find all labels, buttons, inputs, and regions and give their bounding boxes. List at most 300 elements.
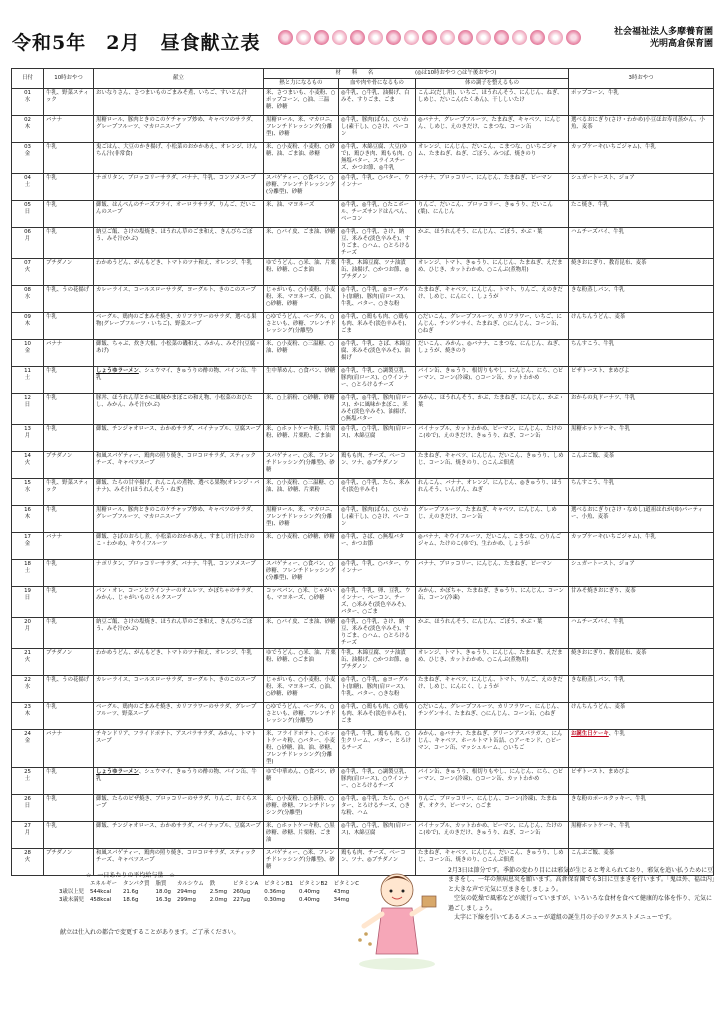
flower-icon xyxy=(332,30,347,45)
heat-cell: 米、○パイ皮、ごま油、砂糖 xyxy=(264,228,339,259)
am-snack-cell: 牛乳 xyxy=(44,618,94,649)
table-row xyxy=(12,174,714,201)
flower-icon xyxy=(422,30,437,45)
date-number: 20 xyxy=(24,619,31,625)
nutrition-cell: 299mg xyxy=(176,897,196,903)
date-cell xyxy=(12,367,44,394)
blood-cell: ◎牛乳、牛乳、○バター、ウインナー xyxy=(339,560,416,587)
nutrition-cell: 43mg xyxy=(333,889,350,895)
nutrition-header-cell: カルシウム xyxy=(176,881,204,887)
day-of-week: 日 xyxy=(24,402,31,408)
heat-cell: ○ゆでうどん、ベーグル、○さといも、砂糖、フレンチドレッシング(分離型) xyxy=(264,703,339,730)
am-snack-cell: 牛乳 xyxy=(44,425,94,452)
nutrition-cell: 260μg xyxy=(233,889,251,895)
flower-icon xyxy=(404,30,419,45)
menu-cell: チキンドリア、フライドポテト、アスパラサラダ、みかん、トマトスープ xyxy=(94,730,264,768)
setsubun-illustration-icon xyxy=(352,864,442,972)
am-snack-cell: 牛乳 xyxy=(44,201,94,228)
heat-cell: 米、○ホットケーキ粉、片栗粉、砂糖、片栗粉、ごま油 xyxy=(264,425,339,452)
pm-snack-cell: ちんすこう、牛乳 xyxy=(569,479,714,506)
date-number: 07 xyxy=(24,260,31,266)
table-row xyxy=(12,560,714,587)
table-row xyxy=(12,618,714,649)
date-number: 17 xyxy=(24,534,31,540)
menu-cell: 和風スパゲティー、鶏肉の照り焼き、コロコロサラダ、スティックチーズ、キャベツスープ xyxy=(94,849,264,876)
body-cell: バナナ、ブロッコリー、にんじん、たまねぎ、ピーマン xyxy=(416,560,569,587)
change-notice: 献立は仕入れの都合で変更することがあります。ご了承ください。 xyxy=(60,929,240,936)
am-snack-cell: 牛乳、うの花揚げ xyxy=(44,676,94,703)
nutrition-row xyxy=(56,896,362,904)
pm-snack-cell: 焼きおにぎり、教育昆布、麦茶 xyxy=(569,649,714,676)
am-snack-cell: 牛乳 xyxy=(44,228,94,259)
blood-cell: ◎牛乳、◎牛乳、○たこボール、チーズサンドはんぺん、ベーコン xyxy=(339,201,416,228)
date-cell xyxy=(12,587,44,618)
menu-cell: ナポリタン、ブロッコリーサラダ、バナナ、牛乳、コンソメスープ xyxy=(94,174,264,201)
menu-cell: ベーグル、鶏肉のごまみそ焼き、カリフラワーのサラダ、選べる果物(グレープフルーツ・いちご)、野菜スープ xyxy=(94,313,264,340)
am-snack-cell: バナナ xyxy=(44,340,94,367)
menu-cell: 納豆ご飯、さけの塩焼き、ほうれん草のごま和え、きんぴらごぼう、みそ汁(かぶ) xyxy=(94,618,264,649)
day-of-week: 土 xyxy=(24,375,31,381)
body-cell: みかん、かぼちゃ、たまねぎ、きゅうり、にんじん、コーン缶、コーン(冷凍) xyxy=(416,587,569,618)
table-row xyxy=(12,452,714,479)
day-of-week: 日 xyxy=(24,803,31,809)
body-cell: みかん、◎バナナ、たまねぎ、グリーンアスパラガス、にんじん、キャベツ、ホールトマト缶詰、○アーモンド、○ピーマン、コーン缶、マッシュルーム、○いちご xyxy=(416,730,569,768)
flower-icon xyxy=(548,30,563,45)
date-number: 09 xyxy=(24,314,31,320)
body-cell: パイナップル、カットわかめ、ピーマン、にんじん、たけのこ(ゆで)、えのきだけ、きゅうり、ねぎ、コーン缶 xyxy=(416,425,569,452)
date-number: 26 xyxy=(24,796,31,802)
nutrition-cell: 18.0g xyxy=(155,889,171,895)
day-of-week: 月 xyxy=(24,433,31,439)
menu-table xyxy=(11,68,714,876)
table-row xyxy=(12,795,714,822)
heat-cell: 黒糖ロール、米、マカロニ、フレンチドレッシング(分離型)、砂糖 xyxy=(264,116,339,143)
flower-icon xyxy=(368,30,383,45)
blood-cell: 鶏もも肉、チーズ、ベーコン、ツナ、◎プチダノン xyxy=(339,849,416,876)
heat-cell: ゆでうどん、○米、油、片栗粉、砂糖、○ごま油 xyxy=(264,649,339,676)
blood-cell: 牛乳、木綿豆腐、ツナ油漬缶、油揚げ、○かつお節、◎プチダノン xyxy=(339,649,416,676)
col-date: 日付 xyxy=(12,69,44,89)
menu-cell: 黒糖ロール、豚肉ときのこのケチャップ炒め、キャベツのサラダ、グレープフルーツ、マカロニスープ xyxy=(94,116,264,143)
table-row xyxy=(12,730,714,768)
date-number: 08 xyxy=(24,287,31,293)
day-of-week: 月 xyxy=(24,830,31,836)
menu-rows xyxy=(12,89,714,876)
nutrition-cell: 2.0mg xyxy=(209,897,227,903)
date-cell xyxy=(12,425,44,452)
pm-snack-cell: 焼きおにぎり、教育昆布、麦茶 xyxy=(569,259,714,286)
date-number: 14 xyxy=(24,453,31,459)
col-heat: 熱と力になるもの xyxy=(264,79,339,89)
blood-cell: ◎牛乳、◎牛乳、たら、○バター、とろけるチーズ、○きな粉、ハム xyxy=(339,795,416,822)
nutrition-cell: 18.6g xyxy=(122,897,139,903)
heat-cell: 米、○ホットケーキ粉、○黒砂糖、砂糖、片栗粉、ごま油 xyxy=(264,822,339,849)
table-row xyxy=(12,340,714,367)
col-pm-snack: 3時おやつ xyxy=(569,69,714,89)
message-block xyxy=(448,866,716,922)
flower-icon xyxy=(530,30,545,45)
menu-cell: おいなりさん、さつまいものごまみそ煮、いちご、すいとん汁 xyxy=(94,89,264,116)
date-number: 19 xyxy=(24,588,31,594)
day-of-week: 日 xyxy=(24,209,31,215)
date-number: 27 xyxy=(24,823,31,829)
heat-cell: 米、○小麦粉、小麦粉、○砂糖、油、ごま油、砂糖 xyxy=(264,143,339,174)
page-header xyxy=(0,0,723,68)
body-cell: ◎バナナ、グレープフルーツ、たまねぎ、キャベツ、にんじん、しめじ、えのきだけ、こまつな、コーン缶 xyxy=(416,116,569,143)
nutrition-header-cell xyxy=(56,880,87,888)
materials-note: (◎は10時おやつ ○は午後おやつ) xyxy=(415,70,497,76)
table-row xyxy=(12,587,714,618)
blood-cell: ◎牛乳、牛乳、さば、木綿豆腐、米みそ(淡色辛みそ)、油揚げ xyxy=(339,340,416,367)
date-number: 11 xyxy=(24,368,31,374)
pm-snack-cell: ハムチーズパイ、牛乳 xyxy=(569,228,714,259)
pm-snack-cell: きな粉のポールクッキー、牛乳 xyxy=(569,795,714,822)
date-number: 02 xyxy=(24,117,31,123)
heat-cell: 米、○上新粉、○砂糖、砂糖 xyxy=(264,394,339,425)
menu-cell: 御飯、たらの甘辛揚げ、れんこんの煮物、選べる果物(オレンジ・バナナ)、みそ汁(ほうれんそう・ねぎ) xyxy=(94,479,264,506)
table-row xyxy=(12,506,714,533)
heat-cell: 米、油、マヨネーズ xyxy=(264,201,339,228)
menu-cell: しょうゆラーメン、シュウマイ、きゅうりの酢の物、パイン缶、牛乳 xyxy=(94,768,264,795)
body-cell: オレンジ、トマト、きゅうり、にんじん、たまねぎ、えだまめ、ひじき、カットわかめ、○こんぶ(煮物用) xyxy=(416,259,569,286)
flower-icon xyxy=(476,30,491,45)
body-cell: れんこん、バナナ、オレンジ、にんじん、◎きゅうり、ほうれんそう、いんげん、ねぎ xyxy=(416,479,569,506)
blood-cell: ◎牛乳、さば、○無塩バター、かつお節 xyxy=(339,533,416,560)
blood-cell: ◎牛乳、牛乳、○バター、ウインナー xyxy=(339,174,416,201)
heat-cell: 米、○小麦粉、○上新粉、○砂糖、砂糖、フレンチドレッシング(分離型) xyxy=(264,795,339,822)
message-health: 空気の乾燥で風邪などが流行っていますが、いろいろな食材を食べて健康的な体を作り、元気に過ごしましょう。 xyxy=(448,895,713,912)
am-snack-cell: 牛乳、野菜スティック xyxy=(44,479,94,506)
am-snack-cell: 牛乳 xyxy=(44,822,94,849)
date-number: 24 xyxy=(24,731,31,737)
day-of-week: 水 xyxy=(24,294,31,300)
pm-snack-cell: シュガートースト、ジョア xyxy=(569,174,714,201)
menu-cell: わかめうどん、がんもどき、トマトのツナ和え、オレンジ、牛乳 xyxy=(94,649,264,676)
day-of-week: 木 xyxy=(24,711,31,717)
nutrition-header-cell: 鉄 xyxy=(209,881,216,887)
menu-cell: 御飯、さばのおろし煮、小松菜のおかかあえ、すましけ汁(たけのこ・わかめ)、キウイフルーツ xyxy=(94,533,264,560)
day-of-week: 水 xyxy=(24,487,31,493)
blood-cell: ◎牛乳、牛乳、○調製豆乳、豚肉(肩ロース)、○ウインナー、○とろけるチーズ xyxy=(339,367,416,394)
date-cell xyxy=(12,479,44,506)
am-snack-cell: プチダノン xyxy=(44,452,94,479)
day-of-week: 土 xyxy=(24,776,31,782)
day-of-week: 木 xyxy=(24,321,31,327)
blood-cell: 鶏もも肉、チーズ、ベーコン、ツナ、◎プチダノン xyxy=(339,452,416,479)
heat-cell: 米、フライドポテト、○ホットケーキ粉、○バター、小麦粉、○砂糖、油、油、砂糖、フレンチドレッシング(分離型) xyxy=(264,730,339,768)
menu-cell: 御飯、たらのピザ焼き、ブロッコリーのサラダ、りんご、おくらスープ xyxy=(94,795,264,822)
heat-cell: ○ゆでうどん、ベーグル、○さといも、砂糖、フレンチドレッシング(分離型) xyxy=(264,313,339,340)
nutrition-row xyxy=(56,888,362,896)
pm-snack-cell: 甘みそ焼きおにぎり、麦茶 xyxy=(569,587,714,618)
nutrition-cell: 0.40mg xyxy=(298,889,320,895)
col-menu: 献立 xyxy=(94,69,264,89)
date-cell xyxy=(12,394,44,425)
heat-cell: 米、○小麦粉、○三温糖、○油、油、砂糖、片栗粉 xyxy=(264,479,339,506)
day-of-week: 火 xyxy=(24,657,31,663)
blood-cell: ◎牛乳、○牛乳、さけ、納豆、米みそ(淡色辛みそ)、すりごま、○ハム、○とろけるチーズ xyxy=(339,618,416,649)
am-snack-cell: 牛乳 xyxy=(44,367,94,394)
flower-icon xyxy=(350,30,365,45)
body-cell: パイン缶、きゅうり、根切りもやし、にんじん、にら、○ピーマン、コーン(冷凍)、○コーン缶、カットわかめ xyxy=(416,367,569,394)
am-snack-cell: 牛乳 xyxy=(44,313,94,340)
flower-decoration xyxy=(278,30,581,45)
day-of-week: 木 xyxy=(24,124,31,130)
date-cell xyxy=(12,649,44,676)
blood-cell: ◎牛乳、○牛乳、◎ヨーグルト(加糖)、豚肉(肩ロース)、牛乳、バター、○きな粉 xyxy=(339,286,416,313)
pm-snack-cell: ピザトースト、まめびよ xyxy=(569,768,714,795)
heat-cell: ゆでうどん、○米、油、片栗粉、砂糖、○ごま油 xyxy=(264,259,339,286)
pm-snack-cell: 選べるおにぎり(さけ・なめし)道祖はれが(ゆ)パーティー、小魚、麦茶 xyxy=(569,506,714,533)
menu-cell: カレーライス、コールスローサラダ、ヨーグルト、きのこのスープ xyxy=(94,676,264,703)
table-row xyxy=(12,367,714,394)
menu-cell: ナポリタン、ブロッコリーサラダ、バナナ、牛乳、コンソメスープ xyxy=(94,560,264,587)
blood-cell: ◎牛乳、○牛乳、◎ヨーグルト(加糖)、豚肉(肩ロース)、牛乳、バター、○きな粉 xyxy=(339,676,416,703)
table-row xyxy=(12,822,714,849)
date-number: 28 xyxy=(24,850,31,856)
date-cell xyxy=(12,89,44,116)
date-number: 21 xyxy=(24,650,31,656)
nutrition-cell: 0.30mg xyxy=(264,897,285,903)
blood-cell: ◎牛乳、○牛乳、豚肉(肩ロース)、木綿豆腐 xyxy=(339,822,416,849)
body-cell: パイナップル、カットわかめ、ピーマン、にんじん、たけのこ(ゆで)、えのきだけ、きゅうり、ねぎ、コーン缶 xyxy=(416,822,569,849)
nutrition-cell: 0.36mg xyxy=(264,889,285,895)
pm-snack-cell: けんちんうどん、麦茶 xyxy=(569,313,714,340)
pm-snack-cell: ポップコーン、牛乳 xyxy=(569,89,714,116)
body-cell: たまねぎ、キャベツ、にんじん、だいこん、きゅうり、しめじ、コーン缶、焼きのり、○こんぶ佃煮 xyxy=(416,452,569,479)
menu-cell: ベーグル、鶏肉のごまみそ焼き、カリフラワーのサラダ、グレープフルーツ、野菜スープ xyxy=(94,703,264,730)
date-cell xyxy=(12,201,44,228)
pm-snack-cell: お誕生日ケーキ、牛乳 xyxy=(569,730,714,768)
table-row xyxy=(12,676,714,703)
date-number: 12 xyxy=(24,395,31,401)
body-cell: ○だいこん、グレープフルーツ、カリフラワー、にんじん、チンゲンサイ、たまねぎ、○にんじん、コーン缶、○ねぎ xyxy=(416,703,569,730)
flower-icon xyxy=(494,30,509,45)
nutrition-cell: 21.6g xyxy=(122,889,139,895)
org-line-1: 社会福祉法人多摩養育園 xyxy=(613,27,713,37)
date-number: 10 xyxy=(24,341,31,347)
heat-cell: スパゲティー、○米、フレンチドレッシング(分離型)、砂糖 xyxy=(264,452,339,479)
blood-cell: ◎牛乳、豚肉(ばら)、○いわし(素干し)、○さけ、ベーコン xyxy=(339,116,416,143)
heat-cell: 黒糖ロール、米、マカロニ、フレンチドレッシング(分離型)、砂糖 xyxy=(264,506,339,533)
nutrition-header xyxy=(56,880,362,888)
am-snack-cell: バナナ xyxy=(44,116,94,143)
table-row xyxy=(12,228,714,259)
day-of-week: 金 xyxy=(24,348,31,354)
am-snack-cell: 牛乳 xyxy=(44,587,94,618)
blood-cell: ◎牛乳、豚肉(ばら)、○いわし(素干し)、○さけ、ベーコン xyxy=(339,506,416,533)
nutrition-cell: 294mg xyxy=(176,889,196,895)
materials-label: 材 料 名 xyxy=(335,70,374,76)
date-cell xyxy=(12,259,44,286)
body-cell: かぶ、ほうれんそう、にんじん、ごぼう、かぶ・葉 xyxy=(416,228,569,259)
pm-snack-cell: 黒糖ホットケーキ、牛乳 xyxy=(569,822,714,849)
date-number: 18 xyxy=(24,561,31,567)
body-cell: たまねぎ、キャベツ、にんじん、だいこん、きゅうり、しめじ、コーン缶、焼きのり、○こんぶ佃煮 xyxy=(416,849,569,876)
nutrition-cell: 227μg xyxy=(233,897,251,903)
organization-name xyxy=(614,26,713,50)
day-of-week: 水 xyxy=(24,97,31,103)
body-cell: ◎バナナ、キウイフルーツ、だいこん、こまつな、○りんごジャム、たけのこ(ゆで)、生わかめ、しょうが xyxy=(416,533,569,560)
pm-snack-cell: カップケーキ(いちごジャム)、牛乳 xyxy=(569,533,714,560)
am-snack-cell: プチダノン xyxy=(44,849,94,876)
pm-snack-cell: こんぶご飯、麦茶 xyxy=(569,849,714,876)
nutrition-header-cell: タンパク質 xyxy=(122,881,150,887)
flower-icon xyxy=(314,30,329,45)
date-cell xyxy=(12,286,44,313)
date-cell xyxy=(12,533,44,560)
pm-snack-cell: きな粉蒸しパン、牛乳 xyxy=(569,286,714,313)
blood-cell: ◎牛乳、○鶏もも肉、○鶏もも肉、米みそ(淡色辛みそ)、ごま xyxy=(339,703,416,730)
am-snack-cell: 牛乳 xyxy=(44,143,94,174)
blood-cell: ◎牛乳、牛乳、卵、豆乳、ウインナー、ベーコン、チーズ、○米みそ(淡色辛みそ)、バター、○ごま xyxy=(339,587,416,618)
date-cell xyxy=(12,795,44,822)
date-cell xyxy=(12,143,44,174)
day-of-week: 月 xyxy=(24,236,31,242)
day-of-week: 火 xyxy=(24,857,31,863)
col-body: 体の調子を整えるもの xyxy=(416,79,569,89)
am-snack-cell: バナナ xyxy=(44,533,94,560)
day-of-week: 金 xyxy=(24,151,31,157)
date-number: 05 xyxy=(24,202,31,208)
day-of-week: 土 xyxy=(24,568,31,574)
date-number: 22 xyxy=(24,677,31,683)
date-cell xyxy=(12,703,44,730)
blood-cell: ◎牛乳、○牛乳、さけ、納豆、米みそ(淡色辛みそ)、すりごま、○ハム、○とろけるチーズ xyxy=(339,228,416,259)
flower-icon xyxy=(512,30,527,45)
heat-cell: ゆで中華めん、○食パン、砂糖 xyxy=(264,768,339,795)
pm-snack-cell: ハムチーズパイ、牛乳 xyxy=(569,618,714,649)
day-of-week: 火 xyxy=(24,460,31,466)
org-line-2: 光明高倉保育園 xyxy=(649,39,713,49)
table-row xyxy=(12,89,714,116)
table-row xyxy=(12,394,714,425)
heat-cell: じゃがいも、○小麦粉、小麦粉、米、マヨネーズ、○油、○砂糖、砂糖 xyxy=(264,286,339,313)
date-cell xyxy=(12,313,44,340)
am-snack-cell: プチダノン xyxy=(44,649,94,676)
blood-cell: ◎牛乳、○牛乳、たら、米みそ(淡色辛みそ) xyxy=(339,479,416,506)
nutrition-header-cell: ビタミンB1 xyxy=(264,881,293,887)
blood-cell: ◎牛乳、◎牛乳、豚肉(肩ロース)、かに風味かまぼこ、米みそ(淡色辛みそ)、油揚げ、○無塩バター xyxy=(339,394,416,425)
table-row xyxy=(12,425,714,452)
pm-snack-cell: おからの丸ドーナツ、牛乳 xyxy=(569,394,714,425)
nutrition-cell: 3歳以上児 xyxy=(59,889,84,895)
body-cell: かぶ、ほうれんそう、にんじん、ごぼう、かぶ・葉 xyxy=(416,618,569,649)
nutrition-header-cell: エネルギー xyxy=(90,881,117,887)
nutrition-header-cell: ビタミンC xyxy=(333,881,359,887)
blood-cell: ◎牛乳、○牛乳、豚肉(肩ロース)、木綿豆腐 xyxy=(339,425,416,452)
date-number: 03 xyxy=(24,144,31,150)
date-number: 16 xyxy=(24,507,31,513)
date-cell xyxy=(12,116,44,143)
date-number: 01 xyxy=(24,90,31,96)
am-snack-cell: 牛乳 xyxy=(44,560,94,587)
col-materials xyxy=(264,69,569,79)
pm-snack-cell: ちんすこう、牛乳 xyxy=(569,340,714,367)
am-snack-cell: 牛乳 xyxy=(44,506,94,533)
flower-icon xyxy=(458,30,473,45)
flower-icon xyxy=(296,30,311,45)
body-cell: パイン缶、きゅうり、根切りもやし、にんじん、にら、○ピーマン、コーン(冷凍)、○コーン缶、カットわかめ xyxy=(416,768,569,795)
col-blood: 血や肉や骨になるもの xyxy=(339,79,416,89)
nutrition-cell: 2.5mg xyxy=(209,889,227,895)
table-row xyxy=(12,768,714,795)
blood-cell: ◎牛乳、牛乳、鶏もも肉、○生クリーム、バター、とろけるチーズ xyxy=(339,730,416,768)
menu-cell: 御飯、ちゃぶ、炊き大根、小松菜の磯和え、みかん、みそ汁(豆腐・あげ) xyxy=(94,340,264,367)
nutrition-header-cell: 脂質 xyxy=(155,881,167,887)
date-cell xyxy=(12,822,44,849)
date-cell xyxy=(12,676,44,703)
menu-cell: カレーライス、コールスローサラダ、ヨーグルト、きのこのスープ xyxy=(94,286,264,313)
menu-cell: 和風スパゲティー、鶏肉の照り焼き、コロコロサラダ、スティックチーズ、キャベツスープ xyxy=(94,452,264,479)
menu-cell: 納豆ご飯、さけの塩焼き、ほうれん草のごま和え、きんぴらごぼう、みそ汁(かぶ) xyxy=(94,228,264,259)
table-row xyxy=(12,703,714,730)
am-snack-cell: 牛乳 xyxy=(44,703,94,730)
pm-snack-cell: たこ焼き、牛乳 xyxy=(569,201,714,228)
menu-cell: 御飯、はんぺんのチーズフライ、オーロラサラダ、りんご、だいこんのスープ xyxy=(94,201,264,228)
body-cell: バナナ、ブロッコリー、にんじん、たまねぎ、ピーマン xyxy=(416,174,569,201)
heat-cell: スパゲティー、○米、フレンチドレッシング(分離型)、砂糖 xyxy=(264,849,339,876)
table-row xyxy=(12,286,714,313)
body-cell: オレンジ、トマト、きゅうり、にんじん、たまねぎ、えだまめ、ひじき、カットわかめ、○こんぶ(煮物用) xyxy=(416,649,569,676)
day-of-week: 月 xyxy=(24,626,31,632)
flower-icon xyxy=(566,30,581,45)
nutrition-cell: 16.3g xyxy=(155,897,171,903)
blood-cell: 牛乳、木綿豆腐、ツナ油漬缶、油揚げ、○かつお節、◎プチダノン xyxy=(339,259,416,286)
body-cell: だいこん、みかん、◎バナナ、こまつな、にんじん、ねぎ、しょうが、焼きのり xyxy=(416,340,569,367)
heat-cell: 米、○小麦粉、○砂糖、砂糖 xyxy=(264,533,339,560)
heat-cell: コッペパン、○米、じゃがいも、マヨネーズ、○砂糖 xyxy=(264,587,339,618)
heat-cell: 米、さつまいも、小麦粉、○ポップコーン、○油、三温糖、砂糖 xyxy=(264,89,339,116)
table-row xyxy=(12,201,714,228)
nutrition-cell: 544kcal xyxy=(90,889,112,895)
am-snack-cell: プチダノン xyxy=(44,259,94,286)
flower-icon xyxy=(440,30,455,45)
pm-snack-cell: ピザトースト、まめびよ xyxy=(569,367,714,394)
message-setsubun: 2月3日は節分です。季節の変わり目には邪気が生じると考えられており、邪気を追い払うために豆まきをし、一年の無病息災を願います。高倉保育園でも3日に豆まきを行います。「鬼は外、福は内」と大きな声で元気に豆まきをしましょう。 xyxy=(448,867,715,893)
am-snack-cell: 牛乳 xyxy=(44,174,94,201)
heat-cell: 米、○パイ皮、ごま油、砂糖 xyxy=(264,618,339,649)
menu-cell: 豚丼、ほうれん草とかに風味かまぼこの和え物、小松菜のおひたし、みかん、みそ汁(かぶ) xyxy=(94,394,264,425)
pm-snack-cell: 黒糖ホットケーキ、牛乳 xyxy=(569,425,714,452)
day-of-week: 水 xyxy=(24,684,31,690)
date-number: 04 xyxy=(24,175,31,181)
menu-cell: しょうゆラーメン、シュウマイ、きゅうりの酢の物、パイン缶、牛乳 xyxy=(94,367,264,394)
date-cell xyxy=(12,452,44,479)
pm-snack-cell: きな粉蒸しパン、牛乳 xyxy=(569,676,714,703)
blood-cell: ◎牛乳、○鶏もも肉、○鶏もも肉、米みそ(淡色辛みそ)、ごま xyxy=(339,313,416,340)
nutrition-rows xyxy=(56,888,362,904)
am-snack-cell: 牛乳、うの花揚げ xyxy=(44,286,94,313)
col-am-snack: 10時おやつ xyxy=(44,69,94,89)
day-of-week: 火 xyxy=(24,267,31,273)
table-row xyxy=(12,479,714,506)
date-number: 13 xyxy=(24,426,31,432)
menu-cell: わかめうどん、がんもどき、トマトのツナ和え、オレンジ、牛乳 xyxy=(94,259,264,286)
menu-cell: 御飯、チンジャオロース、わかめサラダ、バイナップル、豆腐スープ xyxy=(94,425,264,452)
pm-snack-cell: カップケーキ(いちごジャム)、牛乳 xyxy=(569,143,714,174)
nutrition-title: ☆ 一日あたりの平均給与量 ☆ xyxy=(86,872,175,879)
body-cell: りんご、だいこん、ブロッコリー、きゅうり、だいこん(葉)、にんじん xyxy=(416,201,569,228)
date-number: 15 xyxy=(24,480,31,486)
table-row xyxy=(12,259,714,286)
date-cell xyxy=(12,560,44,587)
am-snack-cell: 牛乳、野菜スティック xyxy=(44,89,94,116)
day-of-week: 金 xyxy=(24,738,31,744)
nutrition-cell: 458kcal xyxy=(90,897,112,903)
body-cell: こんぶ(だし用)、いちご、ほうれんそう、にんじん、ねぎ、しめじ、だいこん(たくあん)、干ししいたけ xyxy=(416,89,569,116)
table-row xyxy=(12,116,714,143)
